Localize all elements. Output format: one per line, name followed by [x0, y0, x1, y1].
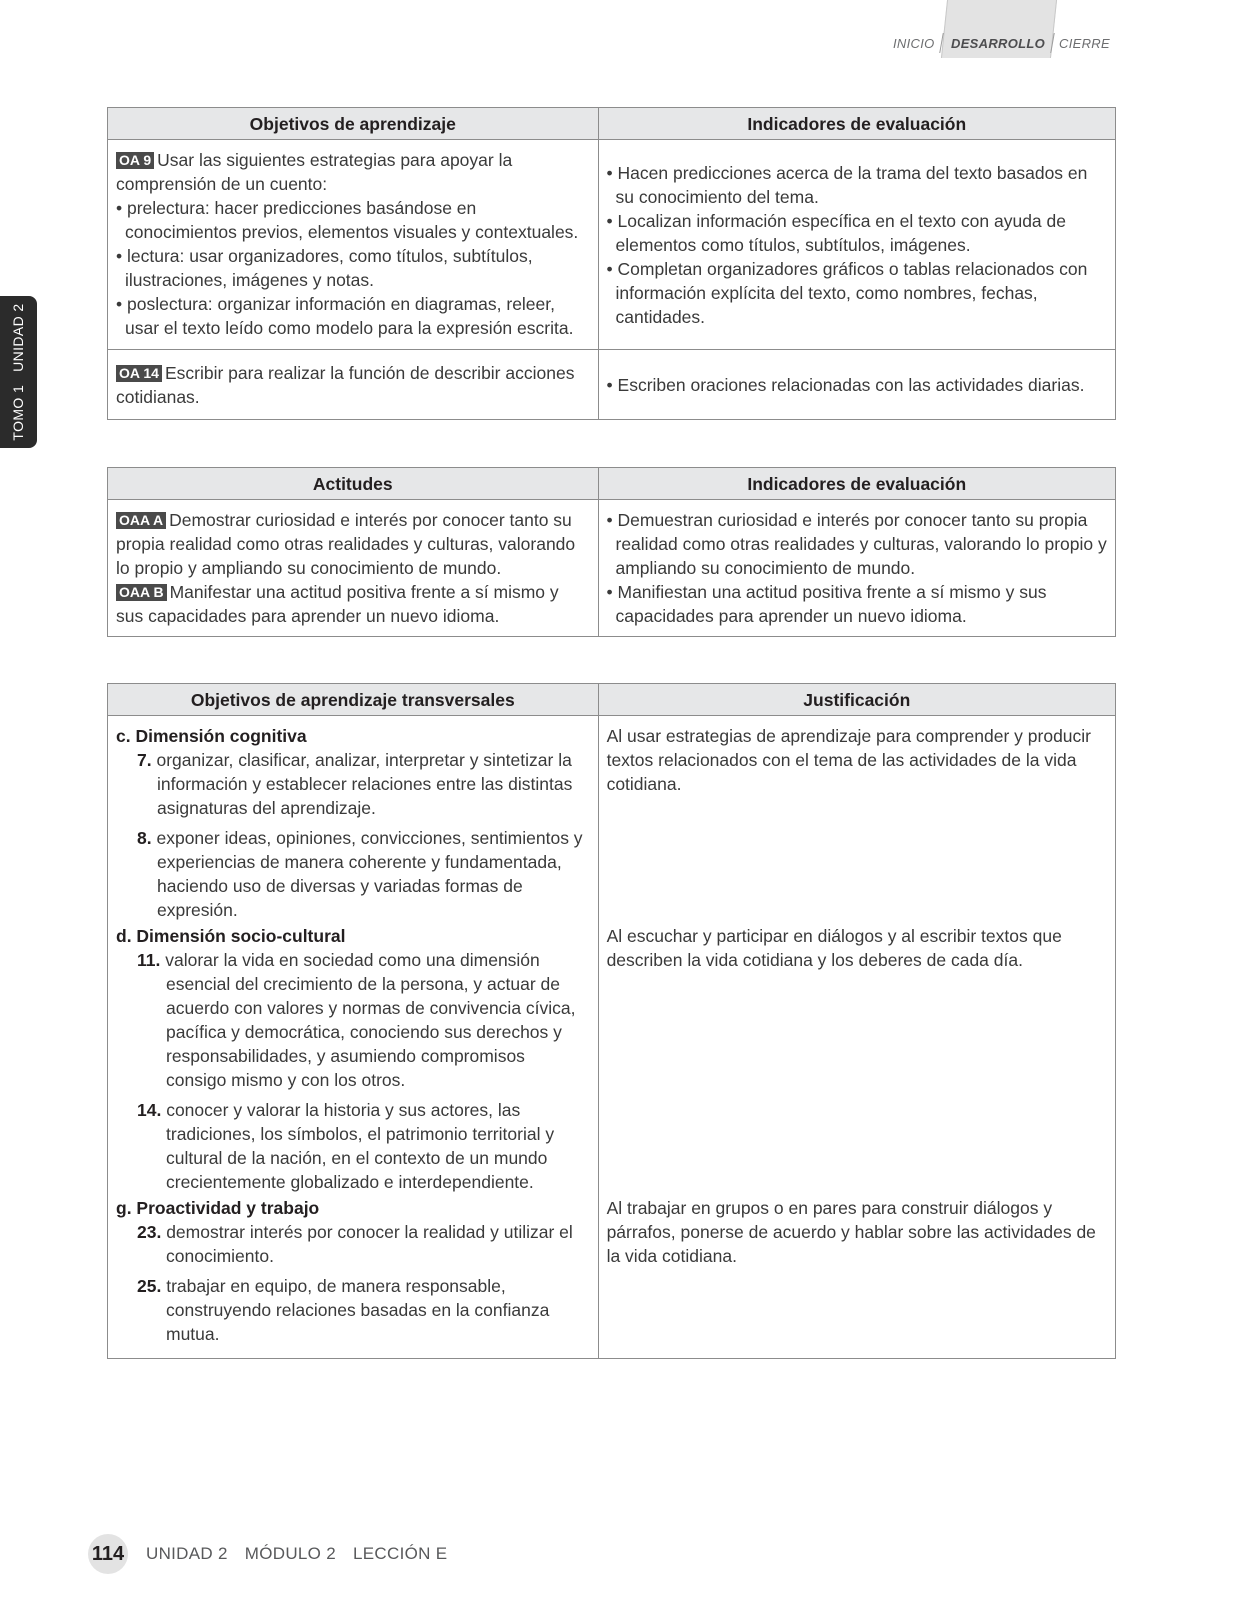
side-tab — [0, 296, 37, 448]
justification-text: Al escuchar y participar en diálogos y al escribir textos que describen la vida cotidiana y los deberes de cada día. — [606, 926, 1062, 970]
breadcrumb-modulo: MÓDULO 2 — [244, 1544, 336, 1563]
column-header: Justificación — [598, 684, 1115, 716]
table-row — [108, 922, 1116, 1194]
attitude-tag: OAA B — [116, 584, 167, 601]
indicator-cell — [598, 350, 1115, 420]
table-row — [108, 500, 1116, 637]
column-header: Objetivos de aprendizaje transversales — [108, 684, 599, 716]
section-title: d. Dimensión socio-cultural — [116, 926, 346, 946]
attitudes-table — [107, 467, 1116, 637]
indicator-cell — [598, 140, 1115, 350]
top-navigation — [0, 0, 1245, 70]
transversal-objectives-table — [107, 683, 1116, 1359]
nav-cierre: CIERRE — [1059, 36, 1110, 51]
attitude-tag: OAA A — [116, 512, 166, 529]
list-item: 8. exponer ideas, opiniones, convicciones, sentimientos y experiencias de manera coherente y fundamentada, haciendo uso de diversas y variadas formas de expresión. — [137, 828, 583, 920]
breadcrumb — [146, 1544, 459, 1564]
table-row — [108, 140, 1116, 350]
attitude-text: Manifestar una actitud positiva frente a sí mismo y sus capacidades para aprender un nuevo idioma. — [116, 582, 559, 626]
table-row — [108, 1194, 1116, 1359]
breadcrumb-leccion: LECCIÓN E — [353, 1544, 448, 1563]
nav-desarrollo: DESARROLLO — [951, 36, 1045, 51]
breadcrumb-unidad: UNIDAD 2 — [146, 1544, 228, 1563]
section-cell — [108, 922, 599, 1194]
objective-cell — [108, 140, 599, 350]
list-item: 23. demostrar interés por conocer la realidad y utilizar el conocimiento. — [137, 1222, 573, 1266]
table-header-row — [108, 468, 1116, 500]
indicator-bullet: • Localizan información específica en el texto con ayuda de elementos como títulos, subtítulos, imágenes. — [606, 210, 1066, 255]
section-cell — [108, 1194, 599, 1359]
justification-cell — [598, 1194, 1115, 1359]
column-header: Indicadores de evaluación — [598, 468, 1116, 500]
objective-tag: OA 9 — [116, 152, 154, 169]
objective-bullet: • lectura: usar organizadores, como títulos, subtítulos, ilustraciones, imágenes y notas. — [116, 246, 533, 290]
objective-tag: OA 14 — [116, 365, 162, 382]
list-item: 14. conocer y valorar la historia y sus actores, las tradiciones, los símbolos, el patrimonio territorial y cultural de la nación, en el contexto de un mundo crecientemente globalizado e interdependiente. — [137, 1100, 555, 1192]
indicator-bullet: • Hacen predicciones acerca de la trama del texto basados en su conocimiento del tema. — [606, 162, 1088, 207]
indicator-bullet: • Manifiestan una actitud positiva frente a sí mismo y sus capacidades para aprender un nuevo idioma. — [606, 582, 1047, 626]
table-row — [108, 350, 1116, 420]
side-tab-label: TOMO 1 UNIDAD 2 — [10, 303, 26, 441]
column-header: Indicadores de evaluación — [598, 108, 1115, 140]
table-header-row — [108, 108, 1116, 140]
list-item: 11. valorar la vida en sociedad como una dimensión esencial del crecimiento de la persona, y actuar de acuerdo con valores y normas de convivencia cívica, pacífica y democrática, conociendo sus derechos y responsabilidades, y asumiendo compromisos consigo mismo y con los otros. — [137, 950, 576, 1090]
table-row — [108, 716, 1116, 923]
indicator-bullet: • Completan organizadores gráficos o tablas relacionados con información explícita del texto, como nombres, fechas, cantidades. — [606, 258, 1088, 327]
attitude-cell — [108, 500, 599, 637]
justification-text: Al trabajar en grupos o en pares para construir diálogos y párrafos, ponerse de acuerdo y hablar sobre las actividades de la vida cotidiana. — [606, 1198, 1096, 1266]
justification-text: Al usar estrategias de aprendizaje para comprender y producir textos relacionados con el tema de las actividades de la vida cotidiana. — [606, 726, 1092, 794]
column-header: Actitudes — [108, 468, 599, 500]
learning-objectives-table — [107, 107, 1116, 420]
objective-text: Usar las siguientes estrategias para apoyar la comprensión de un cuento: — [116, 150, 513, 194]
objective-bullet: • prelectura: hacer predicciones basándose en conocimientos previos, elementos visuales y contextuales. — [116, 198, 579, 242]
page-number: 114 — [88, 1534, 128, 1574]
column-header: Objetivos de aprendizaje — [108, 108, 599, 140]
indicator-bullet: • Escriben oraciones relacionadas con las actividades diarias. — [606, 374, 1085, 395]
objective-bullet: • poslectura: organizar información en diagramas, releer, usar el texto leído como modelo para la expresión escrita. — [116, 294, 574, 338]
justification-cell — [598, 922, 1115, 1194]
justification-cell — [598, 716, 1115, 923]
indicator-cell — [598, 500, 1116, 637]
section-cell — [108, 716, 599, 923]
list-item: 7. organizar, clasificar, analizar, interpretar y sintetizar la información y establecer relaciones entre las distintas asignaturas del aprendizaje. — [137, 750, 573, 818]
indicator-bullet: • Demuestran curiosidad e interés por conocer tanto su propia realidad como otras realidades y culturas, valorando lo propio y ampliando su conocimiento de mundo. — [606, 510, 1107, 578]
section-title: c. Dimensión cognitiva — [116, 726, 307, 746]
list-item: 25. trabajar en equipo, de manera responsable, construyendo relaciones basadas en la confianza mutua. — [137, 1276, 550, 1344]
section-title: g. Proactividad y trabajo — [116, 1198, 320, 1218]
nav-inicio: INICIO — [893, 36, 935, 51]
table-header-row — [108, 684, 1116, 716]
objective-cell — [108, 350, 599, 420]
objective-text: Escribir para realizar la función de describir acciones cotidianas. — [116, 362, 575, 407]
attitude-text: Demostrar curiosidad e interés por conocer tanto su propia realidad como otras realidades y culturas, valorando lo propio y ampliando su conocimiento de mundo. — [116, 510, 576, 578]
